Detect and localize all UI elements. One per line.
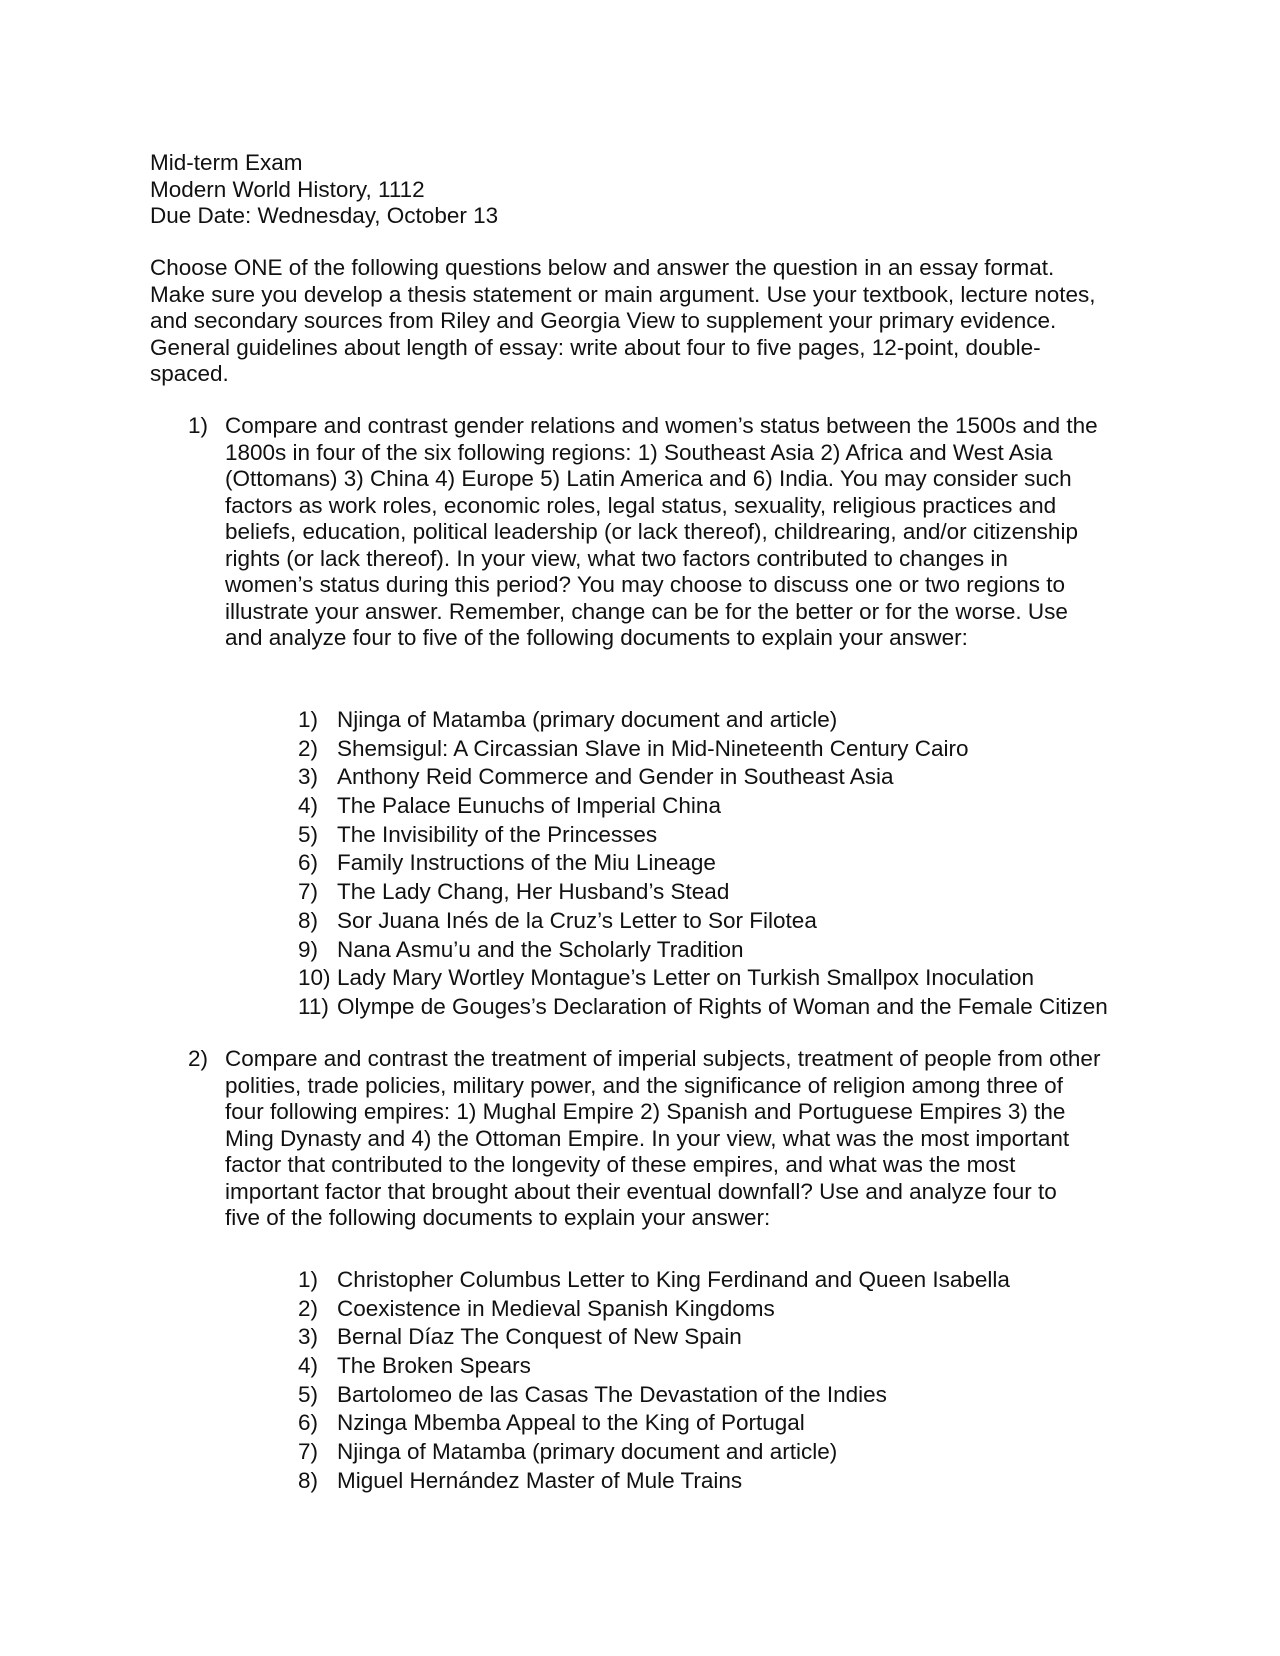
list-item <box>298 1353 1158 1382</box>
question-line: women’s status during this period? You may choose to discuss one or two regions to <box>225 572 1066 597</box>
list-item-number: 10) <box>298 965 331 991</box>
instructions-line: and secondary sources from Riley and Georgia View to supplement your primary evidence. <box>150 308 1057 333</box>
list-item <box>298 764 1158 793</box>
list-item <box>298 908 1158 937</box>
list-item <box>298 1382 1158 1411</box>
document-title: Nana Asmu’u and the Scholarly Tradition <box>337 936 744 962</box>
question-line: important factor that brought about their eventual downfall? Use and analyze four to <box>225 1178 1057 1204</box>
document-title: Bartolomeo de las Casas The Devastation of the Indies <box>337 1381 887 1407</box>
document-title: Olympe de Gouges’s Declaration of Rights of Woman and the Female Citizen <box>337 993 1108 1019</box>
document-title: Family Instructions of the Miu Lineage <box>337 850 716 876</box>
list-item-number: 1) <box>298 1267 319 1292</box>
document-title: Coexistence in Medieval Spanish Kingdoms <box>337 1295 775 1321</box>
question-number: 1) <box>188 413 209 438</box>
document-title: Njinga of Matamba (primary document and article) <box>337 707 838 732</box>
list-item <box>298 736 1158 765</box>
course-name: Modern World History, 1112 <box>150 176 425 202</box>
list-item-number: 2) <box>298 735 319 761</box>
list-item <box>298 1324 1158 1353</box>
question-line: four following empires: 1) Mughal Empire 2) Spanish and Portuguese Empires 3) the <box>225 1099 1066 1124</box>
document-title: Nzinga Mbemba Appeal to the King of Portugal <box>337 1410 805 1436</box>
list-item-number: 3) <box>298 1324 319 1350</box>
question-line: factor that contributed to the longevity of these empires, and what was the most <box>225 1152 1016 1177</box>
list-item <box>298 965 1158 994</box>
question-line: illustrate your answer. Remember, change can be for the better or for the worse. Use <box>225 598 1068 624</box>
document-title: Miguel Hernández Master of Mule Trains <box>337 1467 743 1493</box>
question-line: Compare and contrast gender relations and women’s status between the 1500s and the <box>225 413 1098 438</box>
list-item-number: 5) <box>298 1381 319 1407</box>
instructions-line: Choose ONE of the following questions below and answer the question in an essay format. <box>150 255 1055 280</box>
instructions-line: spaced. <box>150 361 229 386</box>
document-title: Shemsigul: A Circassian Slave in Mid-Nineteenth Century Cairo <box>337 735 969 761</box>
list-item <box>298 937 1158 966</box>
question-line: five of the following documents to explain your answer: <box>225 1205 771 1230</box>
question-line: polities, trade policies, military power, and the significance of religion among three of <box>225 1072 1063 1098</box>
list-item-number: 8) <box>298 1467 319 1493</box>
list-item-number: 6) <box>298 1410 319 1436</box>
exam-title: Mid-term Exam <box>150 150 303 175</box>
document-title: Christopher Columbus Letter to King Ferdinand and Queen Isabella <box>337 1267 1010 1292</box>
question-line: Compare and contrast the treatment of imperial subjects, treatment of people from other <box>225 1046 1101 1071</box>
list-item-number: 2) <box>298 1295 319 1321</box>
list-item <box>298 793 1158 822</box>
list-item-number: 9) <box>298 936 319 962</box>
list-item-number: 6) <box>298 850 319 876</box>
document-title: The Invisibility of the Princesses <box>337 821 658 847</box>
list-item-number: 4) <box>298 1353 319 1379</box>
list-item <box>298 1267 1158 1296</box>
question-line: (Ottomans) 3) China 4) Europe 5) Latin America and 6) India. You may consider such <box>225 466 1072 491</box>
question-text <box>225 413 1155 652</box>
question-text <box>225 1046 1155 1232</box>
list-item <box>298 1439 1158 1468</box>
list-item-number: 3) <box>298 764 319 790</box>
document-title: The Lady Chang, Her Husband’s Stead <box>337 879 730 905</box>
question-number: 2) <box>188 1046 209 1071</box>
list-item <box>298 994 1158 1023</box>
document-title: Sor Juana Inés de la Cruz’s Letter to Sor Filotea <box>337 907 817 933</box>
question-line: Ming Dynasty and 4) the Ottoman Empire. In your view, what was the most important <box>225 1125 1070 1151</box>
list-item-number: 8) <box>298 907 319 933</box>
question-line: factors as work roles, economic roles, legal status, sexuality, religious practices and <box>225 492 1057 518</box>
document-title: Bernal Díaz The Conquest of New Spain <box>337 1324 742 1350</box>
list-item-number: 7) <box>298 879 319 905</box>
list-item-number: 4) <box>298 793 319 819</box>
list-item <box>298 822 1158 851</box>
list-item <box>298 1468 1158 1497</box>
question-line: rights (or lack thereof). In your view, what two factors contributed to changes in <box>225 545 1008 571</box>
list-item-number: 11) <box>298 993 329 1019</box>
due-date: Due Date: Wednesday, October 13 <box>150 203 499 228</box>
question-1-document-list <box>298 707 1158 1023</box>
instructions-line: Make sure you develop a thesis statement or main argument. Use your textbook, lecture notes, <box>150 281 1096 307</box>
instructions-line: General guidelines about length of essay: write about four to five pages, 12-point, double- <box>150 334 1041 360</box>
question-line: 1800s in four of the six following regions: 1) Southeast Asia 2) Africa and West Asia <box>225 439 1053 465</box>
list-item-number: 5) <box>298 821 319 847</box>
list-item <box>298 1296 1158 1325</box>
document-title: Njinga of Matamba (primary document and article) <box>337 1439 838 1465</box>
list-item <box>298 1410 1158 1439</box>
list-item <box>298 879 1158 908</box>
document-title: The Broken Spears <box>337 1353 531 1379</box>
document-title: The Palace Eunuchs of Imperial China <box>337 793 721 819</box>
question-line: and analyze four to five of the following documents to explain your answer: <box>225 625 968 650</box>
list-item-number: 7) <box>298 1439 319 1465</box>
question-line: beliefs, education, political leadership (or lack thereof), childrearing, and/or citizenship <box>225 519 1078 544</box>
list-item-number: 1) <box>298 707 319 732</box>
exam-header <box>150 150 1150 230</box>
instructions-paragraph <box>150 255 1130 388</box>
document-title: Anthony Reid Commerce and Gender in Southeast Asia <box>337 764 894 790</box>
list-item <box>298 707 1158 736</box>
question-2-document-list <box>298 1267 1158 1497</box>
list-item <box>298 850 1158 879</box>
document-title: Lady Mary Wortley Montague’s Letter on Turkish Smallpox Inoculation <box>337 965 1035 991</box>
